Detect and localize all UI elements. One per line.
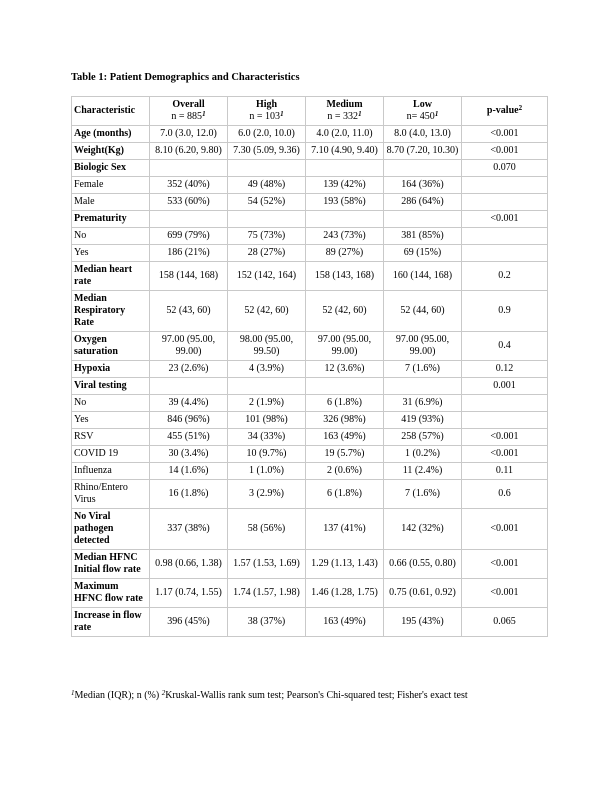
cell-pvalue: <0.001: [462, 143, 548, 160]
row-label: Biologic Sex: [72, 160, 150, 177]
cell-high: 6.0 (2.0, 10.0): [228, 126, 306, 143]
row-label: No: [72, 228, 150, 245]
cell-overall: 16 (1.8%): [150, 480, 228, 509]
cell-pvalue: <0.001: [462, 126, 548, 143]
header-high-n: n = 103: [249, 111, 281, 122]
cell-medium: 326 (98%): [306, 412, 384, 429]
cell-pvalue: <0.001: [462, 446, 548, 463]
cell-high: 1 (1.0%): [228, 463, 306, 480]
cell-high: 7.30 (5.09, 9.36): [228, 143, 306, 160]
cell-overall: 352 (40%): [150, 177, 228, 194]
cell-low: 419 (93%): [384, 412, 462, 429]
header-low: [384, 97, 462, 126]
table-row: [72, 291, 548, 332]
header-high-mark: 1: [280, 110, 284, 118]
table-row: [72, 332, 548, 361]
table-row: [72, 177, 548, 194]
row-label: Median Respiratory Rate: [72, 291, 150, 332]
cell-pvalue: [462, 194, 548, 211]
cell-medium: 4.0 (2.0, 11.0): [306, 126, 384, 143]
row-label: Weight(Kg): [72, 143, 150, 160]
table-footnote: [71, 690, 468, 701]
header-overall: [150, 97, 228, 126]
header-pvalue-label: p-value: [486, 105, 519, 116]
cell-pvalue: <0.001: [462, 429, 548, 446]
cell-overall: 186 (21%): [150, 245, 228, 262]
table-row: [72, 446, 548, 463]
cell-high: 3 (2.9%): [228, 480, 306, 509]
cell-medium: 139 (42%): [306, 177, 384, 194]
table-row: [72, 608, 548, 637]
table-row: [72, 480, 548, 509]
cell-medium: 1.29 (1.13, 1.43): [306, 550, 384, 579]
row-label: Oxygen saturation: [72, 332, 150, 361]
cell-medium: [306, 160, 384, 177]
cell-overall: 337 (38%): [150, 509, 228, 550]
cell-low: 8.70 (7.20, 10.30): [384, 143, 462, 160]
cell-medium: 12 (3.6%): [306, 361, 384, 378]
row-label: No: [72, 395, 150, 412]
cell-overall: 396 (45%): [150, 608, 228, 637]
demographics-table: [71, 96, 548, 637]
header-low-n: n= 450: [406, 111, 435, 122]
footnote-mark-1: 1: [71, 689, 75, 697]
cell-pvalue: 0.001: [462, 378, 548, 395]
cell-overall: 39 (4.4%): [150, 395, 228, 412]
cell-low: 160 (144, 168): [384, 262, 462, 291]
cell-high: [228, 160, 306, 177]
cell-high: 4 (3.9%): [228, 361, 306, 378]
cell-low: 7 (1.6%): [384, 480, 462, 509]
cell-high: 1.74 (1.57, 1.98): [228, 579, 306, 608]
table-row: [72, 509, 548, 550]
cell-low: 31 (6.9%): [384, 395, 462, 412]
cell-pvalue: [462, 412, 548, 429]
table-row: [72, 550, 548, 579]
row-label: COVID 19: [72, 446, 150, 463]
header-medium: [306, 97, 384, 126]
cell-overall: 52 (43, 60): [150, 291, 228, 332]
cell-low: 7 (1.6%): [384, 361, 462, 378]
row-label: Prematurity: [72, 211, 150, 228]
table-row: [72, 412, 548, 429]
table-body: [72, 126, 548, 637]
cell-overall: 533 (60%): [150, 194, 228, 211]
cell-low: 142 (32%): [384, 509, 462, 550]
cell-medium: 19 (5.7%): [306, 446, 384, 463]
cell-low: 52 (44, 60): [384, 291, 462, 332]
table-row: [72, 463, 548, 480]
cell-pvalue: 0.065: [462, 608, 548, 637]
table-row: [72, 429, 548, 446]
table-row: [72, 361, 548, 378]
cell-medium: 2 (0.6%): [306, 463, 384, 480]
table-header-row: [72, 97, 548, 126]
cell-high: [228, 211, 306, 228]
table-row: [72, 228, 548, 245]
cell-medium: 193 (58%): [306, 194, 384, 211]
header-medium-name: Medium: [326, 99, 363, 110]
cell-overall: [150, 378, 228, 395]
cell-pvalue: [462, 228, 548, 245]
cell-low: 0.75 (0.61, 0.92): [384, 579, 462, 608]
header-overall-name: Overall: [172, 99, 205, 110]
header-high-name: High: [255, 99, 278, 110]
row-label: Yes: [72, 245, 150, 262]
cell-overall: 23 (2.6%): [150, 361, 228, 378]
cell-medium: 6 (1.8%): [306, 480, 384, 509]
cell-high: 1.57 (1.53, 1.69): [228, 550, 306, 579]
cell-low: 1 (0.2%): [384, 446, 462, 463]
row-label: Influenza: [72, 463, 150, 480]
cell-low: 286 (64%): [384, 194, 462, 211]
cell-high: 28 (27%): [228, 245, 306, 262]
cell-low: [384, 211, 462, 228]
row-label: Median HFNC Initial flow rate: [72, 550, 150, 579]
cell-low: 11 (2.4%): [384, 463, 462, 480]
cell-overall: 846 (96%): [150, 412, 228, 429]
cell-medium: 163 (49%): [306, 608, 384, 637]
cell-low: [384, 378, 462, 395]
row-label: RSV: [72, 429, 150, 446]
row-label: Rhino/Entero Virus: [72, 480, 150, 509]
cell-medium: 163 (49%): [306, 429, 384, 446]
cell-medium: 97.00 (95.00, 99.00): [306, 332, 384, 361]
table-row: [72, 378, 548, 395]
table-row: [72, 160, 548, 177]
cell-pvalue: <0.001: [462, 509, 548, 550]
header-medium-n: n = 332: [327, 111, 359, 122]
cell-high: 58 (56%): [228, 509, 306, 550]
cell-overall: 7.0 (3.0, 12.0): [150, 126, 228, 143]
cell-medium: [306, 211, 384, 228]
cell-pvalue: [462, 395, 548, 412]
cell-high: 101 (98%): [228, 412, 306, 429]
cell-medium: 137 (41%): [306, 509, 384, 550]
cell-overall: 8.10 (6.20, 9.80): [150, 143, 228, 160]
cell-high: 49 (48%): [228, 177, 306, 194]
cell-pvalue: [462, 245, 548, 262]
cell-pvalue: 0.11: [462, 463, 548, 480]
footnote-text-1: Median (IQR); n (%): [74, 690, 162, 701]
table-row: [72, 143, 548, 160]
cell-medium: 7.10 (4.90, 9.40): [306, 143, 384, 160]
cell-overall: 97.00 (95.00, 99.00): [150, 332, 228, 361]
row-label: Age (months): [72, 126, 150, 143]
header-characteristic: Characteristic: [72, 97, 150, 126]
cell-pvalue: 0.2: [462, 262, 548, 291]
cell-low: 97.00 (95.00, 99.00): [384, 332, 462, 361]
header-high: [228, 97, 306, 126]
table-row: [72, 211, 548, 228]
table-row: [72, 395, 548, 412]
cell-overall: 699 (79%): [150, 228, 228, 245]
cell-low: 381 (85%): [384, 228, 462, 245]
cell-high: 54 (52%): [228, 194, 306, 211]
table-title: Table 1: Patient Demographics and Characteristics: [71, 72, 300, 83]
cell-pvalue: 0.070: [462, 160, 548, 177]
table-row: [72, 194, 548, 211]
cell-high: 10 (9.7%): [228, 446, 306, 463]
cell-high: 52 (42, 60): [228, 291, 306, 332]
cell-high: [228, 378, 306, 395]
header-overall-mark: 1: [202, 110, 206, 118]
row-label: Maximum HFNC flow rate: [72, 579, 150, 608]
header-low-mark: 1: [434, 110, 439, 118]
header-pvalue: [462, 97, 548, 126]
row-label: Increase in flow rate: [72, 608, 150, 637]
cell-low: 258 (57%): [384, 429, 462, 446]
cell-low: 195 (43%): [384, 608, 462, 637]
row-label: Male: [72, 194, 150, 211]
cell-overall: 0.98 (0.66, 1.38): [150, 550, 228, 579]
cell-low: 8.0 (4.0, 13.0): [384, 126, 462, 143]
cell-medium: [306, 378, 384, 395]
cell-medium: 158 (143, 168): [306, 262, 384, 291]
cell-medium: 243 (73%): [306, 228, 384, 245]
cell-pvalue: 0.4: [462, 332, 548, 361]
row-label: Median heart rate: [72, 262, 150, 291]
cell-low: 0.66 (0.55, 0.80): [384, 550, 462, 579]
cell-overall: [150, 211, 228, 228]
cell-high: 152 (142, 164): [228, 262, 306, 291]
table-row: [72, 126, 548, 143]
table-row: [72, 245, 548, 262]
cell-low: [384, 160, 462, 177]
row-label: Yes: [72, 412, 150, 429]
footnote-text-2: Kruskal-Wallis rank sum test; Pearson's Chi-squared test; Fisher's exact test: [165, 690, 468, 701]
cell-pvalue: [462, 177, 548, 194]
header-pvalue-mark: 2: [518, 104, 523, 112]
cell-overall: 30 (3.4%): [150, 446, 228, 463]
cell-overall: 158 (144, 168): [150, 262, 228, 291]
footnote-mark-2: 2: [161, 689, 166, 697]
cell-overall: 14 (1.6%): [150, 463, 228, 480]
row-label: Viral testing: [72, 378, 150, 395]
cell-medium: 52 (42, 60): [306, 291, 384, 332]
cell-high: 75 (73%): [228, 228, 306, 245]
cell-high: 98.00 (95.00, 99.50): [228, 332, 306, 361]
cell-pvalue: 0.12: [462, 361, 548, 378]
cell-high: 2 (1.9%): [228, 395, 306, 412]
row-label: Female: [72, 177, 150, 194]
cell-medium: 6 (1.8%): [306, 395, 384, 412]
row-label: No Viral pathogen detected: [72, 509, 150, 550]
header-medium-mark: 1: [358, 110, 362, 118]
row-label: Hypoxia: [72, 361, 150, 378]
cell-pvalue: <0.001: [462, 550, 548, 579]
cell-pvalue: 0.6: [462, 480, 548, 509]
cell-pvalue: 0.9: [462, 291, 548, 332]
table-row: [72, 262, 548, 291]
cell-medium: 1.46 (1.28, 1.75): [306, 579, 384, 608]
table-row: [72, 579, 548, 608]
cell-pvalue: <0.001: [462, 579, 548, 608]
cell-low: 69 (15%): [384, 245, 462, 262]
cell-high: 38 (37%): [228, 608, 306, 637]
header-low-name: Low: [413, 99, 432, 110]
cell-pvalue: <0.001: [462, 211, 548, 228]
cell-low: 164 (36%): [384, 177, 462, 194]
cell-medium: 89 (27%): [306, 245, 384, 262]
cell-overall: 455 (51%): [150, 429, 228, 446]
header-overall-n: n = 885: [171, 111, 203, 122]
cell-overall: 1.17 (0.74, 1.55): [150, 579, 228, 608]
cell-overall: [150, 160, 228, 177]
cell-high: 34 (33%): [228, 429, 306, 446]
